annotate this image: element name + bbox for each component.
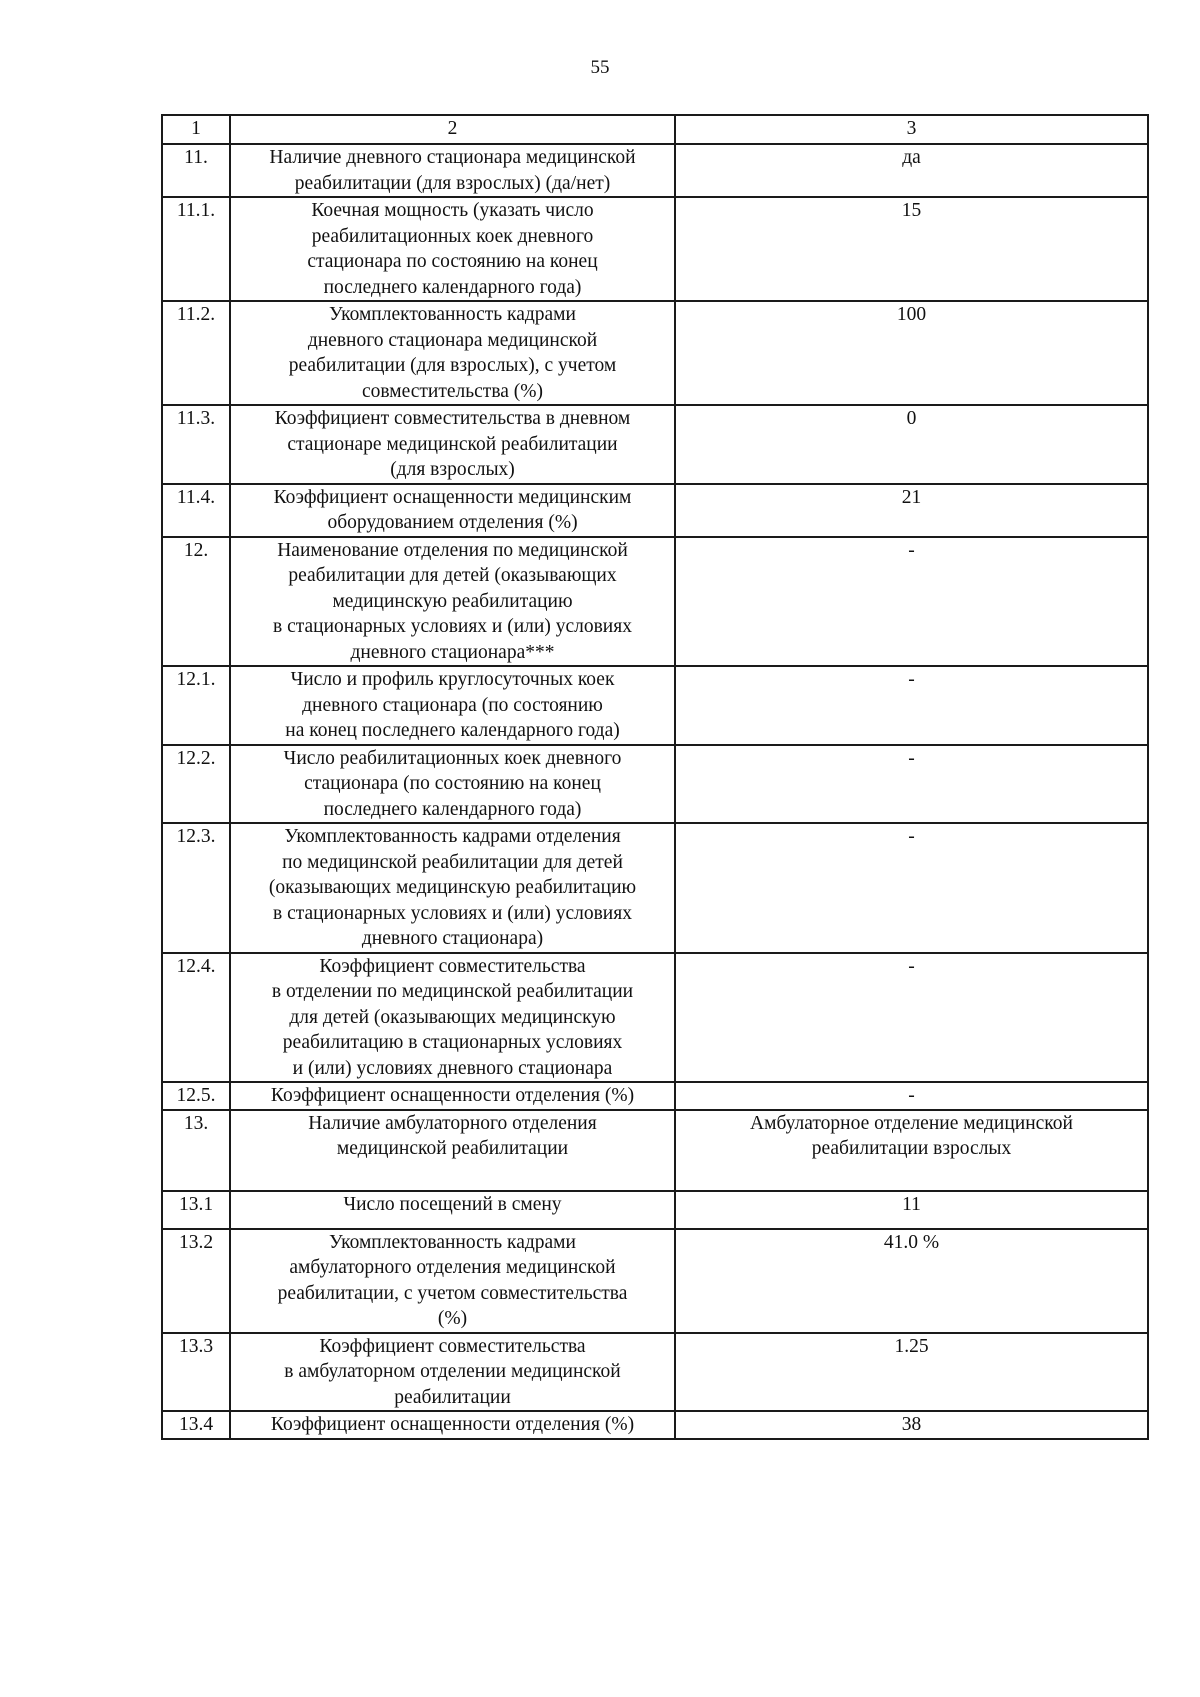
row-number: 12.3.: [162, 823, 230, 953]
row-value: да: [675, 144, 1148, 197]
table-row: [162, 405, 1148, 484]
table-row: [162, 745, 1148, 824]
row-number: 12.2.: [162, 745, 230, 824]
row-number: 13.: [162, 1110, 230, 1191]
row-value: -: [675, 745, 1148, 824]
row-number: 11.4.: [162, 484, 230, 537]
row-value: 15: [675, 197, 1148, 301]
rehabilitation-indicators-table: [161, 114, 1149, 1440]
row-indicator: Наличие дневного стационара медицинской реабилитации (для взрослых) (да/нет): [230, 144, 675, 197]
row-value: -: [675, 1082, 1148, 1110]
table-row: [162, 953, 1148, 1083]
table-row: [162, 197, 1148, 301]
table-row: [162, 666, 1148, 745]
page-number: 55: [590, 57, 610, 78]
header-cell-value: 3: [675, 115, 1148, 144]
row-number: 11.1.: [162, 197, 230, 301]
row-number: 11.3.: [162, 405, 230, 484]
row-value: -: [675, 823, 1148, 953]
row-value: 21: [675, 484, 1148, 537]
row-value: -: [675, 953, 1148, 1083]
row-indicator: Укомплектованность кадрами амбулаторного отделения медицинской реабилитации, с учетом совместительства (%): [230, 1229, 675, 1333]
row-indicator: Коэффициент оснащенности отделения (%): [230, 1411, 675, 1439]
header-cell-number: 1: [162, 115, 230, 144]
table-header-row: [162, 115, 1148, 144]
row-indicator: Коэффициент оснащенности отделения (%): [230, 1082, 675, 1110]
row-indicator: Укомплектованность кадрами отделения по медицинской реабилитации для детей (оказывающих медицинскую реабилитацию в стационарных условиях и (или) условиях дневного стационара): [230, 823, 675, 953]
table-row: [162, 301, 1148, 405]
row-indicator: Коэффициент совместительства в дневном стационаре медицинской реабилитации (для взрослых): [230, 405, 675, 484]
row-number: 13.1: [162, 1191, 230, 1229]
table-row: [162, 1411, 1148, 1439]
table-row: [162, 1191, 1148, 1229]
row-indicator: Коэффициент совместительства в отделении по медицинской реабилитации для детей (оказывающих медицинскую реабилитацию в стационарных условиях и (или) условиях дневного стационара: [230, 953, 675, 1083]
row-value: 11: [675, 1191, 1148, 1229]
row-number: 12.4.: [162, 953, 230, 1083]
table-row: [162, 484, 1148, 537]
row-value: 1.25: [675, 1333, 1148, 1412]
row-number: 12.5.: [162, 1082, 230, 1110]
row-indicator: Укомплектованность кадрами дневного стационара медицинской реабилитации (для взрослых), с учетом совместительства (%): [230, 301, 675, 405]
row-indicator: Число реабилитационных коек дневного стационара (по состоянию на конец последнего календарного года): [230, 745, 675, 824]
row-number: 13.2: [162, 1229, 230, 1333]
row-indicator: Число и профиль круглосуточных коек дневного стационара (по состоянию на конец последнего календарного года): [230, 666, 675, 745]
row-indicator: Коэффициент совместительства в амбулаторном отделении медицинской реабилитации: [230, 1333, 675, 1412]
row-value: 0: [675, 405, 1148, 484]
row-number: 12.1.: [162, 666, 230, 745]
row-number: 11.2.: [162, 301, 230, 405]
row-number: 13.3: [162, 1333, 230, 1412]
row-number: 12.: [162, 537, 230, 667]
table-row: [162, 1333, 1148, 1412]
row-value: 100: [675, 301, 1148, 405]
row-indicator: Коэффициент оснащенности медицинским оборудованием отделения (%): [230, 484, 675, 537]
row-value: 41.0 %: [675, 1229, 1148, 1333]
row-indicator: Коечная мощность (указать число реабилитационных коек дневного стационара по состоянию на конец последнего календарного года): [230, 197, 675, 301]
table-row: [162, 1082, 1148, 1110]
row-value: -: [675, 666, 1148, 745]
row-value: 38: [675, 1411, 1148, 1439]
row-indicator: Наименование отделения по медицинской реабилитации для детей (оказывающих медицинскую реабилитацию в стационарных условиях и (или) условиях дневного стационара***: [230, 537, 675, 667]
table-row: [162, 537, 1148, 667]
row-value: Амбулаторное отделение медицинской реабилитации взрослых: [675, 1110, 1148, 1191]
table-row: [162, 823, 1148, 953]
table-row: [162, 144, 1148, 197]
row-number: 11.: [162, 144, 230, 197]
row-number: 13.4: [162, 1411, 230, 1439]
row-value: -: [675, 537, 1148, 667]
header-cell-indicator: 2: [230, 115, 675, 144]
row-indicator: Наличие амбулаторного отделения медицинской реабилитации: [230, 1110, 675, 1191]
table-row: [162, 1229, 1148, 1333]
table-row: [162, 1110, 1148, 1191]
row-indicator: Число посещений в смену: [230, 1191, 675, 1229]
